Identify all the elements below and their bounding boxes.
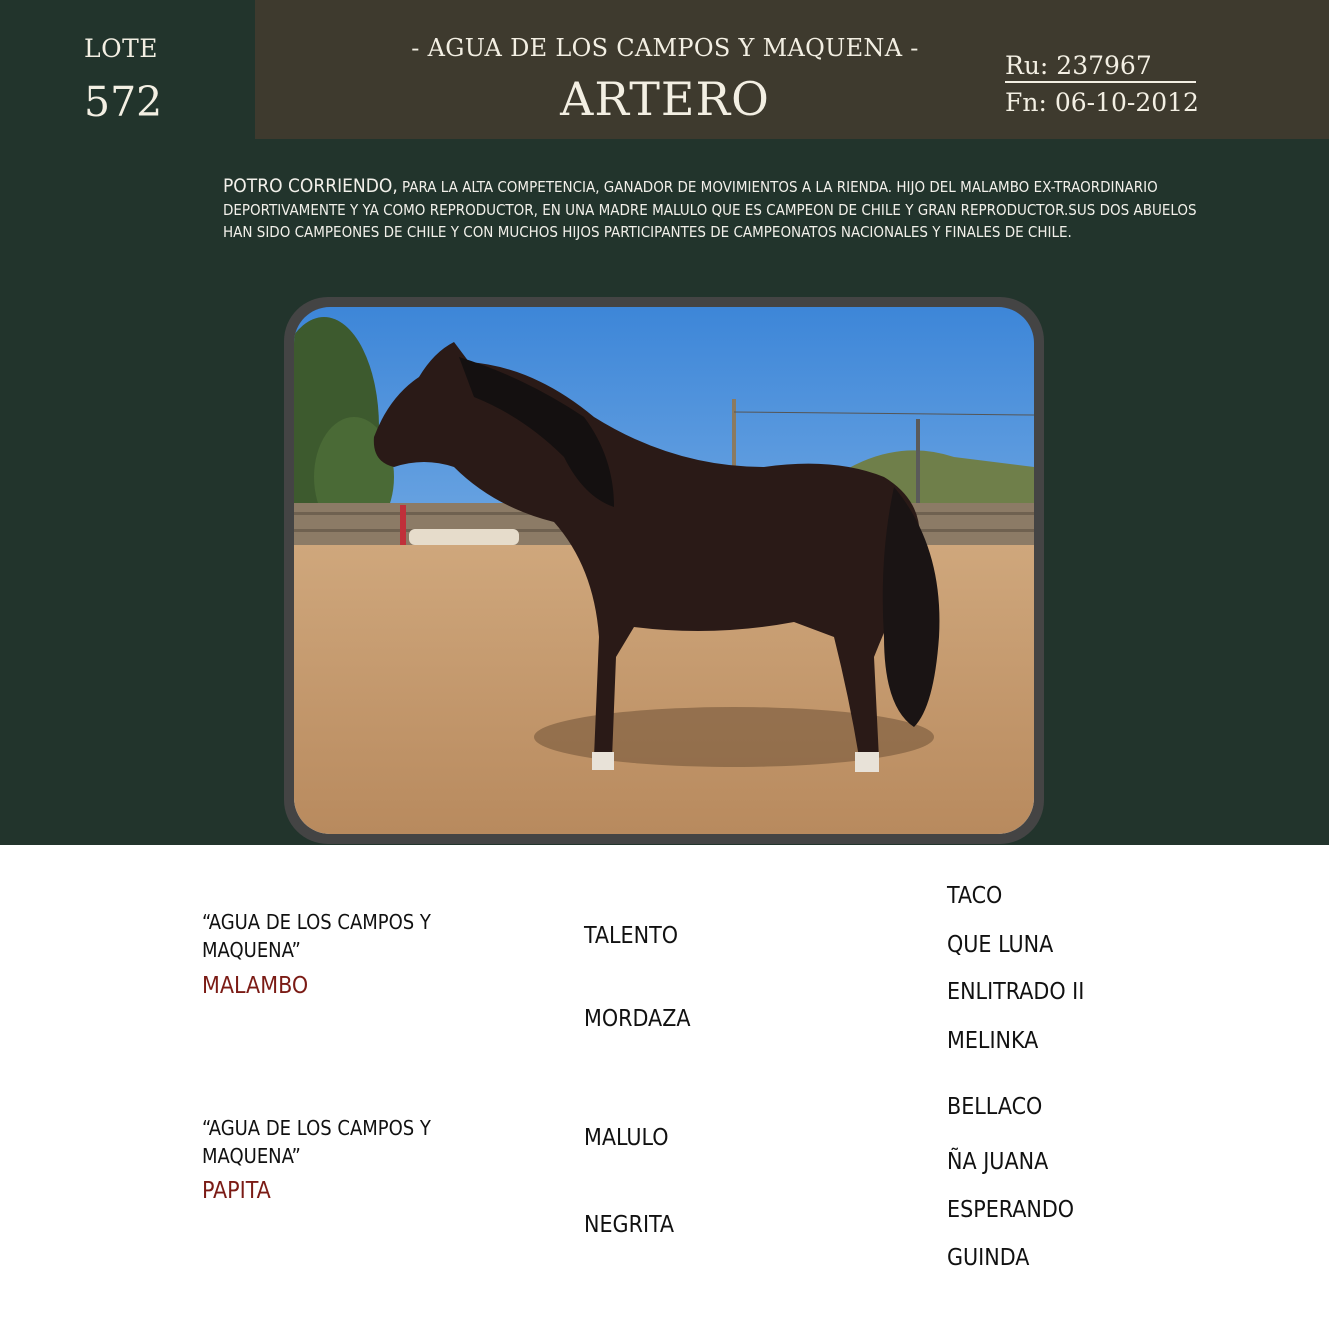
great-grandparent-taco: TACO bbox=[947, 883, 1003, 909]
sire-name: MALAMBO bbox=[202, 973, 309, 999]
dam-name: PAPITA bbox=[202, 1178, 271, 1204]
description-lead: POTRO CORRIENDO, bbox=[223, 175, 398, 197]
great-grandparent-melinka: MELINKA bbox=[947, 1028, 1039, 1054]
great-grandparent-bellaco: BELLACO bbox=[947, 1094, 1043, 1120]
horse-photo bbox=[294, 307, 1034, 834]
dam-breeder: “AGUA DE LOS CAMPOS Y MAQUENA” bbox=[202, 1116, 431, 1168]
horse-photo-frame bbox=[284, 297, 1044, 844]
great-grandparent-na-juana: ÑA JUANA bbox=[947, 1149, 1049, 1175]
grandparent-mordaza: MORDAZA bbox=[584, 1006, 691, 1032]
horse-name: ARTERO bbox=[560, 72, 770, 126]
grandparent-negrita: NEGRITA bbox=[584, 1212, 675, 1238]
description-text: PARA LA ALTA COMPETENCIA, GANADOR DE MOVIMIENTOS A LA RIENDA. HIJO DEL MALAMBO EX-TRAORDINARIO DEPORTIVAMENTE Y YA COMO REPRODUCTOR, EN UNA MADRE MALULO QUE ES CAMPEON DE CHILE Y GRAN REPRODUCTOR.SUS DOS ABUELOS HAN SIDO CAMPEONES DE CHILE Y CON MUCHOS HIJOS PARTICIPANTES DE CAMPEONATOS NACIONALES Y FINALES DE CHILE. bbox=[223, 178, 1197, 241]
lote-number: 572 bbox=[84, 78, 163, 126]
grandparent-talento: TALENTO bbox=[584, 923, 678, 949]
birth-date: Fn: 06-10-2012 bbox=[1005, 88, 1199, 117]
registry-number: Ru: 237967 bbox=[1005, 51, 1196, 83]
description bbox=[223, 175, 1223, 244]
breeder-name: - AGUA DE LOS CAMPOS Y MAQUENA - bbox=[411, 34, 919, 62]
lote-label: LOTE bbox=[84, 34, 159, 63]
sire-breeder: “AGUA DE LOS CAMPOS Y MAQUENA” bbox=[202, 910, 431, 962]
great-grandparent-esperando: ESPERANDO bbox=[947, 1197, 1075, 1223]
great-grandparent-guinda: GUINDA bbox=[947, 1245, 1030, 1271]
great-grandparent-que-luna: QUE LUNA bbox=[947, 932, 1054, 958]
great-grandparent-enlitrado-ii: ENLITRADO II bbox=[947, 979, 1085, 1005]
grandparent-malulo: MALULO bbox=[584, 1125, 669, 1151]
